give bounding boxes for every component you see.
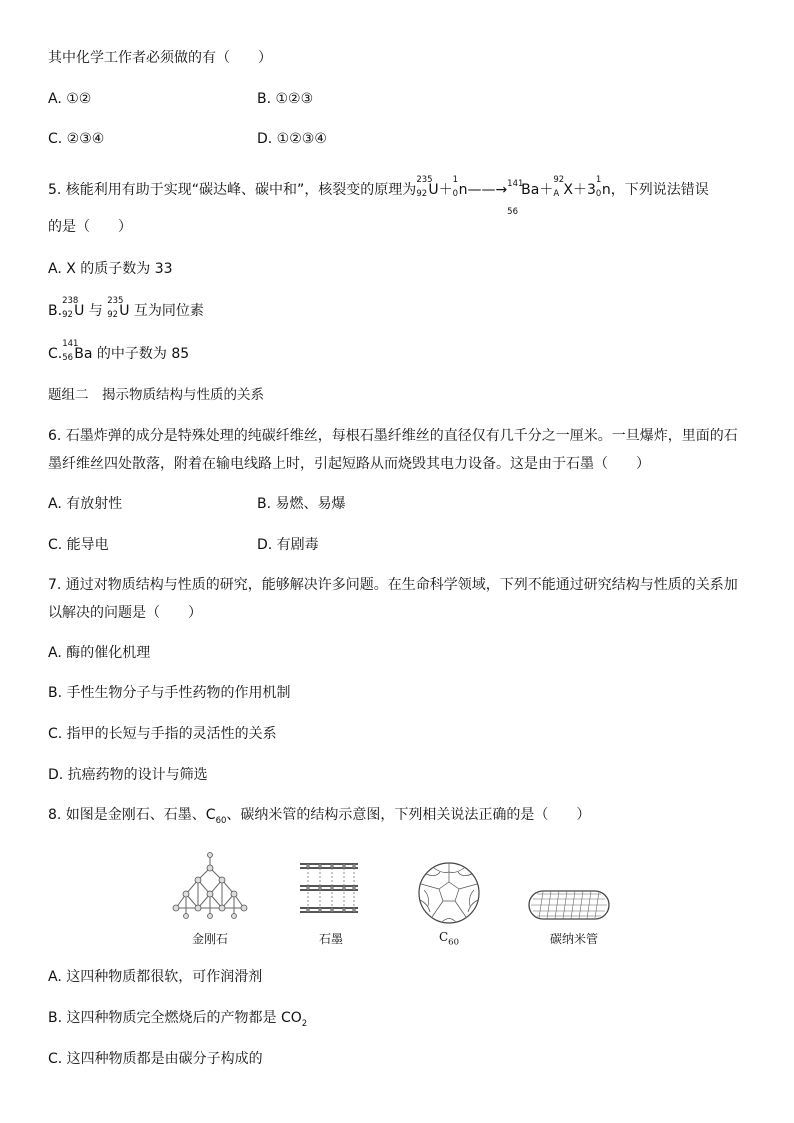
q4-option-d[interactable]: D. ①②③④ <box>257 131 327 147</box>
graphite-structure-figure <box>296 856 362 922</box>
q7-stem-line1: 7. 通过对物质结构与性质的研究，能够解决许多问题。在生命科学领域，下列不能通过研究结构与性质的关系加 <box>48 577 738 593</box>
q4-stem: 其中化学工作者必须做的有（ ） <box>48 50 272 66</box>
nuclide-u235-b: 235 92 <box>107 296 124 320</box>
q6-option-b[interactable]: B. 易燃、易爆 <box>257 496 346 512</box>
graphite-caption: 石墨 <box>318 932 343 946</box>
nuclide-u238: 238 92 <box>62 296 79 320</box>
q7-option-d[interactable]: D. 抗癌药物的设计与筛选 <box>48 767 208 783</box>
q6-stem-line1: 6. 石墨炸弹的成分是特殊处理的纯碳纤维丝，每根石墨纤维丝的直径仅有几千分之一厘米。一旦爆炸，里面的石 <box>48 428 738 444</box>
q8-option-a[interactable]: A. 这四种物质都很软，可作润滑剂 <box>48 969 263 985</box>
q6-option-c[interactable]: C. 能导电 <box>48 537 109 553</box>
nanotube-caption: 碳纳米管 <box>549 932 598 946</box>
q5-stem-line2: 的是（ ） <box>48 219 132 235</box>
q5-option-c[interactable]: C. 141 56 Ba 的中子数为 85 <box>48 339 190 363</box>
c60-structure-figure <box>416 860 482 926</box>
q7-option-b[interactable]: B. 手性生物分子与手性药物的作用机制 <box>48 685 291 701</box>
nuclide-x: 92 A <box>553 175 565 199</box>
q8-stem: 8. 如图是金刚石、石墨、$C_{60}$、碳纳米管的结构示意图，下列相关说法正确的是（ ） <box>48 807 591 826</box>
q5-stem-start: 5. 核能利用有助于实现“碳达峰、碳中和”，核裂变的原理为 <box>48 182 417 198</box>
c60-caption: $C_{60}$ <box>438 930 459 948</box>
nanotube-structure-figure <box>527 888 611 922</box>
q7-stem-line2: 以解决的问题是（ ） <box>48 605 202 621</box>
q5-stem-line1: 5. 核能利用有助于实现“碳达峰、碳中和”，核裂变的原理为 235 92 U＋ 1 0 n——→ 141 56 Ba＋ 92 A X＋3 1 0 n，下列说法错误 <box>48 175 709 217</box>
q8-option-c[interactable]: C. 这四种物质都是由碳分子构成的 <box>48 1051 263 1067</box>
q7-option-a[interactable]: A. 酶的催化机理 <box>48 645 151 661</box>
q5-option-a[interactable]: A. X 的质子数为 33 <box>48 261 173 277</box>
q6-option-d[interactable]: D. 有剧毒 <box>257 537 319 553</box>
diamond-caption: 金刚石 <box>191 932 228 946</box>
q7-option-c[interactable]: C. 指甲的长短与手指的灵活性的关系 <box>48 726 277 742</box>
diamond-structure-figure <box>170 850 250 925</box>
q4-option-a[interactable]: A. ①② <box>48 91 92 107</box>
q5-stem-end: ，下列说法错误 <box>610 182 709 198</box>
q6-option-a[interactable]: A. 有放射性 <box>48 496 123 512</box>
group2-heading: 题组二 揭示物质结构与性质的关系 <box>48 387 264 403</box>
nuclide-ba141-c: 141 56 <box>62 339 79 363</box>
nuclide-u235: 235 92 <box>416 175 433 199</box>
q8-option-b[interactable]: B. 这四种物质完全燃烧后的产物都是 $CO_2$ <box>48 1010 308 1029</box>
nuclide-neutron: 1 0 <box>452 175 458 199</box>
q6-stem-line2: 墨纤维丝四处散落，附着在输电线路上时，引起短路从而烧毁其电力设备。这是由于石墨（ ） <box>48 456 650 472</box>
reaction-arrow: ——→ <box>467 182 508 198</box>
nuclide-neutron-2: 1 0 <box>595 175 602 199</box>
q5-option-b[interactable]: B. 238 92 U 与 235 92 U 互为同位素 <box>48 296 204 320</box>
q4-option-c[interactable]: C. ②③④ <box>48 131 105 147</box>
q4-option-b[interactable]: B. ①②③ <box>257 91 314 107</box>
